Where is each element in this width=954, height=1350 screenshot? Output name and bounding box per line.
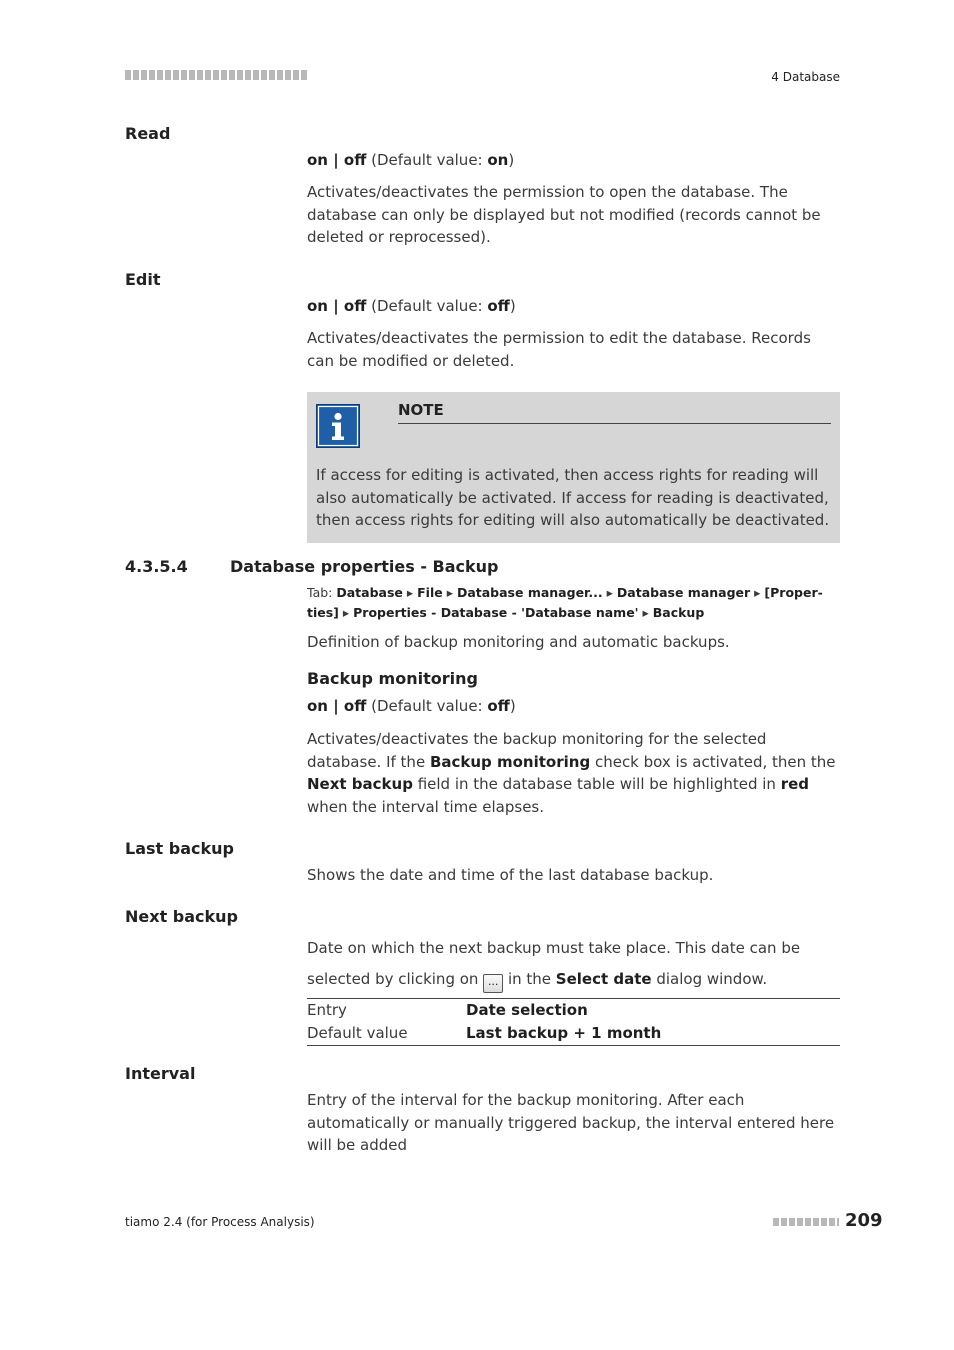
table-key: Entry bbox=[307, 1001, 347, 1019]
note-text: If access for editing is activated, then access rights for reading will also automatically be activated. If access for reading is deactivated, then access rights for editing will also automatically be deactivated. bbox=[316, 466, 830, 529]
tab-path-separator: ▸ bbox=[338, 605, 354, 620]
footer-decoration bbox=[773, 1218, 839, 1226]
tab-path-separator: ▸ bbox=[602, 585, 617, 600]
header-decoration bbox=[125, 70, 307, 80]
section-description: Definition of backup monitoring and automatic backups. bbox=[307, 633, 730, 651]
term-next-backup: Next backup bbox=[125, 907, 238, 926]
backup-monitoring-description: Activates/deactivates the backup monitoring for the selected database. If the Backup monitoring check box is activated, then the Next backup field in the database table will be highlighted in red when the interval time elapses. bbox=[307, 730, 836, 816]
tab-path-item: File bbox=[417, 585, 443, 600]
tab-path: Tab: Database ▸ File ▸ Database manager... ▸ Database manager ▸ [Proper-ties] ▸ Properties - Database - 'Database name' ▸ Backup bbox=[307, 585, 823, 620]
tab-path-separator: ▸ bbox=[402, 585, 418, 600]
section-number: 4.3.5.4 bbox=[125, 557, 188, 576]
table-row bbox=[307, 1022, 840, 1045]
page-number: 209 bbox=[845, 1210, 883, 1231]
edit-description: Activates/deactivates the permission to edit the database. Records can be modified or deleted. bbox=[307, 329, 811, 370]
table-row bbox=[307, 999, 840, 1022]
section-title: Database properties - Backup bbox=[230, 557, 499, 576]
tab-path-separator: ▸ bbox=[442, 585, 457, 600]
info-icon bbox=[316, 404, 360, 448]
footer-product: tiamo 2.4 (for Process Analysis) bbox=[125, 1215, 315, 1229]
term-edit: Edit bbox=[125, 270, 161, 289]
next-backup-description: Date on which the next backup must take place. This date can be selected by clicking on ... in the Select date dialog window. bbox=[307, 933, 840, 995]
tab-path-item: Database manager bbox=[616, 585, 751, 600]
tab-path-separator: ▸ bbox=[638, 605, 653, 620]
tab-path-separator: ▸ bbox=[750, 585, 765, 600]
edit-default: on | off (Default value: off) bbox=[307, 297, 516, 315]
backup-monitoring-default: on | off (Default value: off) bbox=[307, 697, 516, 715]
chapter-label: 4 Database bbox=[771, 70, 840, 84]
tab-path-item: Database bbox=[336, 585, 403, 600]
tab-path-item: Backup bbox=[652, 605, 705, 620]
note-divider bbox=[398, 423, 831, 424]
table-value: Date selection bbox=[466, 1001, 588, 1019]
next-backup-table bbox=[307, 998, 840, 1046]
interval-description: Entry of the interval for the backup monitoring. After each automatically or manually triggered backup, the interval entered here will be added bbox=[307, 1091, 835, 1154]
last-backup-description: Shows the date and time of the last database backup. bbox=[307, 866, 714, 884]
tab-path-item: Properties - Database - 'Database name' bbox=[353, 605, 639, 620]
tab-path-item: Database manager... bbox=[456, 585, 603, 600]
note-title: NOTE bbox=[398, 401, 444, 419]
backup-monitoring-title: Backup monitoring bbox=[307, 669, 478, 688]
table-key: Default value bbox=[307, 1024, 408, 1042]
read-default: on | off (Default value: on) bbox=[307, 151, 515, 169]
term-interval: Interval bbox=[125, 1064, 196, 1083]
tab-path-item: [Proper-ties] bbox=[307, 585, 823, 620]
term-read: Read bbox=[125, 124, 171, 143]
term-last-backup: Last backup bbox=[125, 839, 234, 858]
ellipsis-button[interactable]: ... bbox=[483, 974, 503, 993]
read-description: Activates/deactivates the permission to open the database. The database can only be displayed but not modified (records cannot be deleted or reprocessed). bbox=[307, 183, 821, 246]
table-value: Last backup + 1 month bbox=[466, 1024, 662, 1042]
